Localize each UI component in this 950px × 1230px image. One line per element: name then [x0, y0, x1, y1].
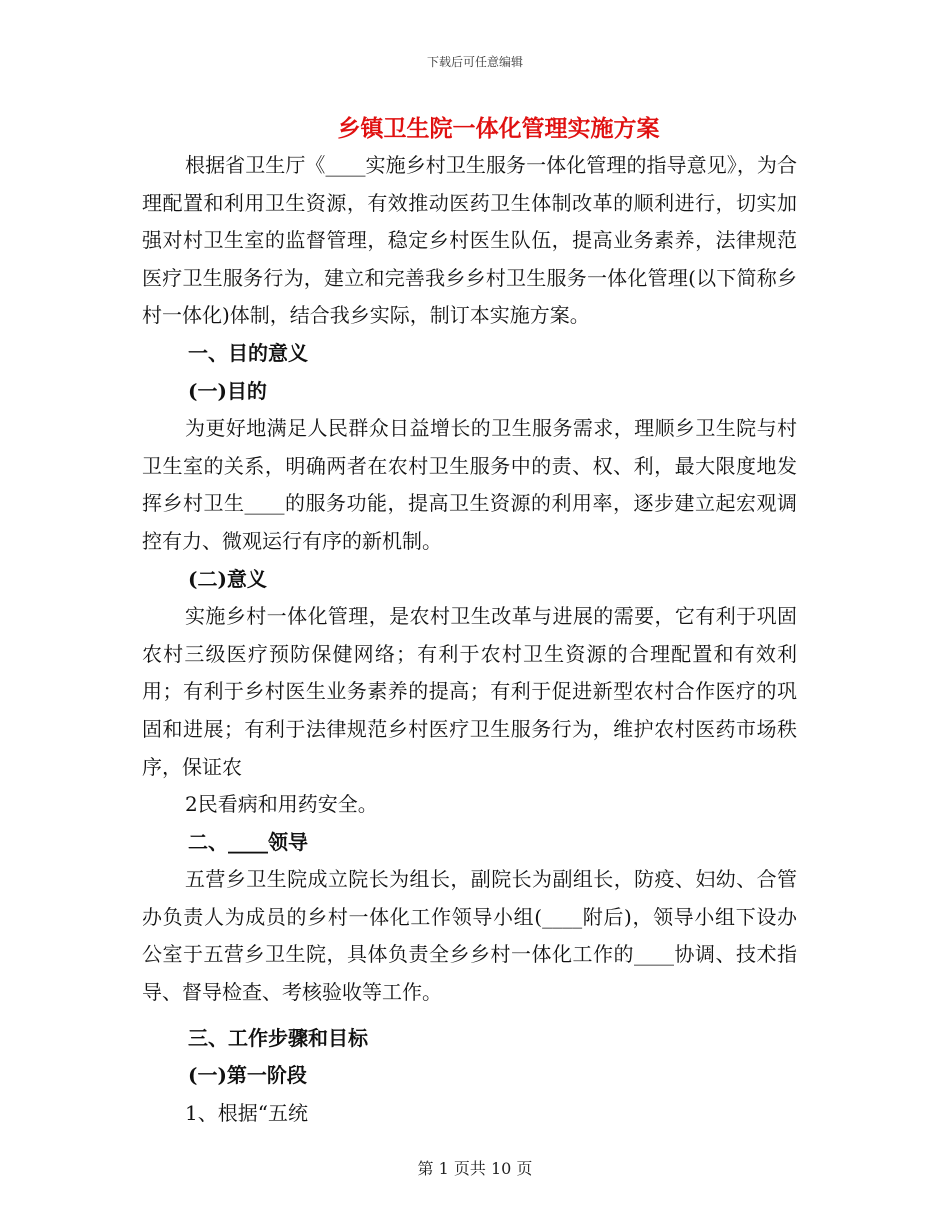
leadership-paragraph: 五营乡卫生院成立院长为组长，副院长为副组长，防疫、妇幼、合管办负责人为成员的乡村一体化工作领导小组(____附后)，领导小组下设办公室于五营乡卫生院，具体负责全乡乡村一体化工作的____协调、技术指导、督导检查、考核验收等工作。: [142, 867, 797, 1005]
page-header: 下载后可任意编辑: [426, 55, 523, 69]
significance-paragraph: 实施乡村一体化管理，是农村卫生改革与进展的需要，它有利于巩固农村三级医疗预防保健网络；有利于农村卫生资源的合理配置和有效利用；有利于乡村医生业务素养的提高；有利于促进新型农村合作医疗的巩固和进展；有利于法律规范乡村医疗卫生服务行为，维护农村医药市场秩序，保证农: [142, 604, 797, 779]
subsection-heading-first-stage: (一)第一阶段: [188, 1063, 307, 1088]
first-stage-item-1: 1、根据“五统: [185, 1100, 308, 1125]
section-heading-work-steps: 三、工作步骤和目标: [188, 1025, 368, 1050]
subsection-heading-significance: (二)意义: [188, 566, 267, 591]
section-heading-purpose-significance: 一、目的意义: [188, 340, 308, 365]
page-footer: 第 1 页共 10 页: [417, 1159, 533, 1178]
subsection-heading-purpose: (一)目的: [188, 378, 267, 403]
intro-paragraph: 根据省卫生厅《____实施乡村卫生服务一体化管理的指导意见》，为合理配置和利用卫生资源，有效推动医药卫生体制改革的顺利进行，切实加强对村卫生室的监督管理，稳定乡村医生队伍，提高业务素养，法律规范医疗卫生服务行为，建立和完善我乡乡村卫生服务一体化管理(以下简称乡村一体化)体制，结合我乡实际，制订本实施方案。: [142, 153, 797, 328]
document-body: [142, 147, 797, 1132]
significance-continuation: 2民看病和用药安全。: [185, 792, 378, 817]
document-title: 乡镇卫生院一体化管理实施方案: [337, 115, 660, 142]
section-heading-leadership: 二、____领导: [188, 829, 308, 854]
purpose-paragraph: 为更好地满足人民群众日益增长的卫生服务需求，理顺乡卫生院与村卫生室的关系，明确两者在农村卫生服务中的责、权、利，最大限度地发挥乡村卫生____的服务功能，提高卫生资源的利用率，逐步建立起宏观调控有力、微观运行有序的新机制。: [142, 416, 797, 553]
